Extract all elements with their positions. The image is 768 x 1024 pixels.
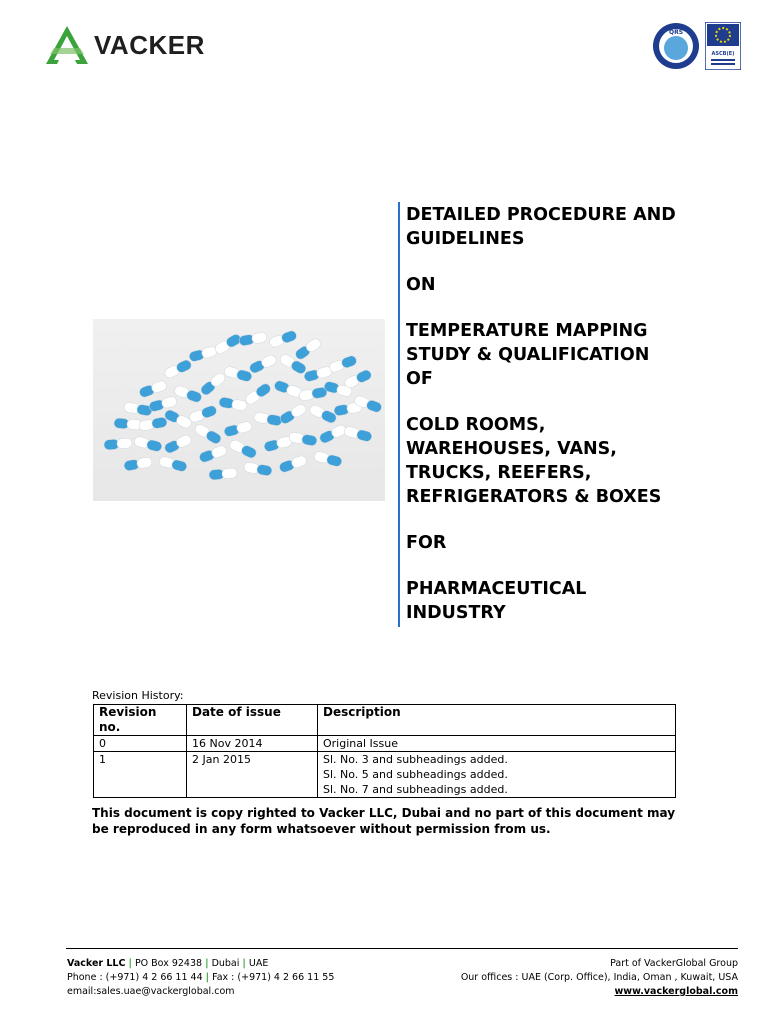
title-line: DETAILED PROCEDURE AND GUIDELINES	[406, 205, 676, 249]
table-row	[94, 736, 676, 752]
footer-company: Vacker LLC	[67, 958, 126, 969]
footer-offices: Our offices : UAE (Corp. Office), India, Oman , Kuwait, USA	[460, 972, 738, 983]
table-row	[94, 752, 676, 798]
description-cell	[318, 752, 676, 798]
footer-country: UAE	[248, 958, 269, 969]
footer-city: Dubai	[211, 958, 240, 969]
description-line: Sl. No. 3 and subheadings added.	[323, 753, 508, 766]
description-line: Sl. No. 5 and subheadings added.	[323, 768, 508, 781]
footer-email[interactable]: email:sales.uae@vackerglobal.com	[67, 986, 235, 997]
svg-text:QRS: QRS	[668, 29, 684, 36]
capsules-image	[93, 319, 385, 501]
header-description: Description	[318, 705, 676, 736]
header-revision-no: Revision no.	[94, 705, 187, 736]
table-header-row	[94, 705, 676, 736]
description-cell	[318, 736, 676, 752]
revision-history-label: Revision History:	[92, 689, 184, 702]
footer-phone: Phone : (+971) 4 2 66 11 44	[67, 972, 203, 983]
title-line: ON	[406, 275, 436, 295]
footer-contact: Vacker LLC | PO Box 92438 | Dubai | UAE Phone : (+971) 4 2 66 11 44 | Fax : (+971) 4 2 66 11 55 email:sales.uae@vackerglobal.com	[67, 958, 335, 997]
svg-text:ASCB(E): ASCB(E)	[711, 51, 735, 57]
title-line: TEMPERATURE MAPPING STUDY & QUALIFICATION OF	[406, 321, 650, 389]
footer-website-link[interactable]: www.vackerglobal.com	[614, 986, 738, 997]
ascb-seal-icon	[705, 22, 741, 70]
footer-po-box: PO Box 92438	[134, 958, 203, 969]
qrs-seal-icon	[652, 22, 700, 70]
vacker-logo-icon	[44, 24, 90, 66]
title-line: PHARMACEUTICAL INDUSTRY	[406, 579, 587, 623]
date-cell: 16 Nov 2014	[187, 736, 318, 752]
date-cell: 2 Jan 2015	[187, 752, 318, 798]
qrs-certification-logo	[652, 22, 700, 74]
footer-group-info	[461, 957, 738, 999]
revision-no-cell: 0	[94, 736, 187, 752]
description-line: Original Issue	[323, 737, 398, 750]
title-divider	[398, 202, 400, 627]
vacker-logo	[44, 24, 205, 66]
revision-table	[93, 704, 676, 798]
title-line: COLD ROOMS, WAREHOUSES, VANS, TRUCKS, REEFERS, REFRIGERATORS & BOXES	[406, 415, 662, 507]
logo-text: VACKER	[94, 29, 205, 60]
revision-no-cell: 1	[94, 752, 187, 798]
document-title	[406, 203, 756, 625]
footer-group: Part of VackerGlobal Group	[610, 958, 738, 969]
title-line: FOR	[406, 533, 447, 553]
ascb-certification-logo	[705, 22, 741, 74]
copyright-notice: This document is copy righted to Vacker LLC, Dubai and no part of this document may be reproduced in any form whatsoever without permission from us.	[92, 806, 676, 836]
footer-divider	[66, 948, 738, 949]
description-line: Sl. No. 7 and subheadings added.	[323, 783, 508, 796]
footer-fax: Fax : (+971) 4 2 66 11 55	[212, 972, 335, 983]
header-date-of-issue: Date of issue	[187, 705, 318, 736]
